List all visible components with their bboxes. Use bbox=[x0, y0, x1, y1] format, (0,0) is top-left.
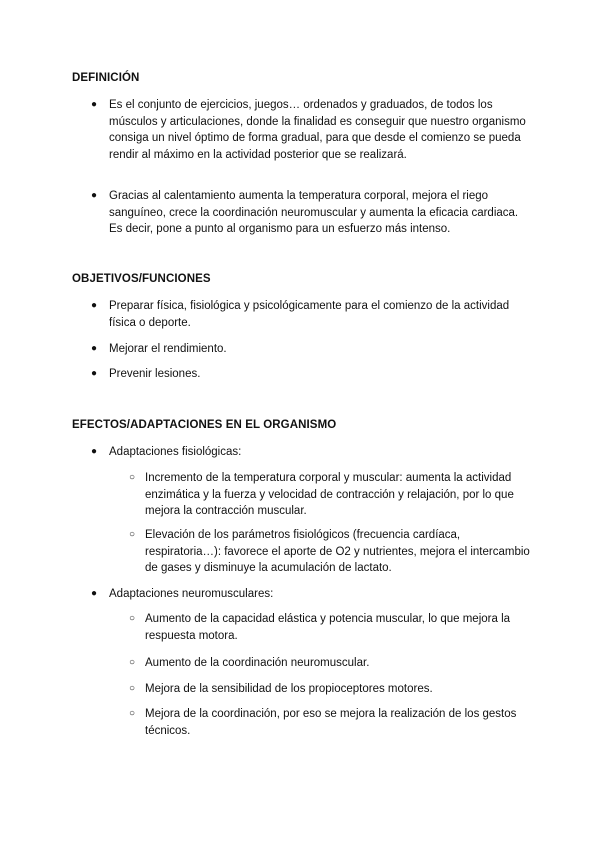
sub-list-item-text: Aumento de la capacidad elástica y potencia muscular, lo que mejora la respuesta motora. bbox=[145, 613, 511, 642]
list-item bbox=[91, 298, 529, 331]
list-item-text: Prevenir lesiones. bbox=[109, 368, 201, 380]
bullet-disc-icon: ● bbox=[91, 190, 98, 201]
bullet-circle-icon: ○ bbox=[129, 657, 136, 668]
list-item-text: Es el conjunto de ejercicios, juegos… ordenados y graduados, de todos los músculos y articulaciones, donde la finalidad es conseguir que nuestro organismo consiga un nivel óptimo de forma gradual, para que desde el comienzo se pueda rendir al máximo en la actividad posterior que se realizará. bbox=[109, 99, 526, 161]
bullet-circle-icon: ○ bbox=[129, 613, 136, 624]
sub-list-item-text: Elevación de los parámetros fisiológicos (frecuencia cardíaca, respiratoria…): favorece el aporte de O2 y nutrientes, mejora el intercambio de gases y disminuye la acumulación de lactato. bbox=[145, 529, 530, 574]
sub-list-item bbox=[129, 611, 535, 644]
list-item bbox=[91, 366, 529, 383]
sub-list-item bbox=[129, 706, 535, 739]
bullet-disc-icon: ● bbox=[91, 446, 98, 457]
list-item-text: Gracias al calentamiento aumenta la temperatura corporal, mejora el riego sanguíneo, crece la coordinación neuromuscular y aumenta la eficacia cardiaca. Es decir, pone a punto al organismo para un esfuerzo más intenso. bbox=[109, 190, 519, 235]
list-item-text: Preparar física, fisiológica y psicológicamente para el comienzo de la actividad física o deporte. bbox=[109, 300, 510, 329]
bullet-circle-icon: ○ bbox=[129, 683, 136, 694]
bullet-disc-icon: ● bbox=[91, 99, 98, 110]
bullet-disc-icon: ● bbox=[91, 343, 98, 354]
section-heading-efectos: EFECTOS/ADAPTACIONES EN EL ORGANISMO bbox=[72, 419, 337, 431]
bullet-disc-icon: ● bbox=[91, 300, 98, 311]
bullet-disc-icon: ● bbox=[91, 368, 98, 379]
sub-list-item bbox=[129, 681, 535, 698]
sub-list-item bbox=[129, 527, 535, 577]
list-item bbox=[91, 444, 529, 461]
sub-list-item-text: Mejora de la sensibilidad de los propioceptores motores. bbox=[145, 683, 433, 695]
list-item-text: Mejorar el rendimiento. bbox=[109, 343, 227, 355]
list-item bbox=[91, 97, 529, 163]
bullet-circle-icon: ○ bbox=[129, 472, 136, 483]
sub-list-item bbox=[129, 655, 535, 672]
list-item-text: Adaptaciones fisiológicas: bbox=[109, 446, 242, 458]
list-item bbox=[91, 341, 529, 358]
list-item bbox=[91, 188, 529, 238]
list-item bbox=[91, 586, 529, 603]
sub-list-item bbox=[129, 470, 535, 520]
bullet-circle-icon: ○ bbox=[129, 529, 136, 540]
sub-list-item-text: Incremento de la temperatura corporal y muscular: aumenta la actividad enzimática y la fuerza y velocidad de contracción y relajación, por lo que mejora la contracción muscular. bbox=[145, 472, 514, 517]
sub-list-item-text: Mejora de la coordinación, por eso se mejora la realización de los gestos técnicos. bbox=[145, 708, 517, 737]
sub-list-item-text: Aumento de la coordinación neuromuscular. bbox=[145, 657, 370, 669]
section-heading-definicion: DEFINICIÓN bbox=[72, 72, 140, 84]
list-item-text: Adaptaciones neuromusculares: bbox=[109, 588, 274, 600]
section-heading-objetivos: OBJETIVOS/FUNCIONES bbox=[72, 273, 211, 285]
bullet-circle-icon: ○ bbox=[129, 708, 136, 719]
bullet-disc-icon: ● bbox=[91, 588, 98, 599]
